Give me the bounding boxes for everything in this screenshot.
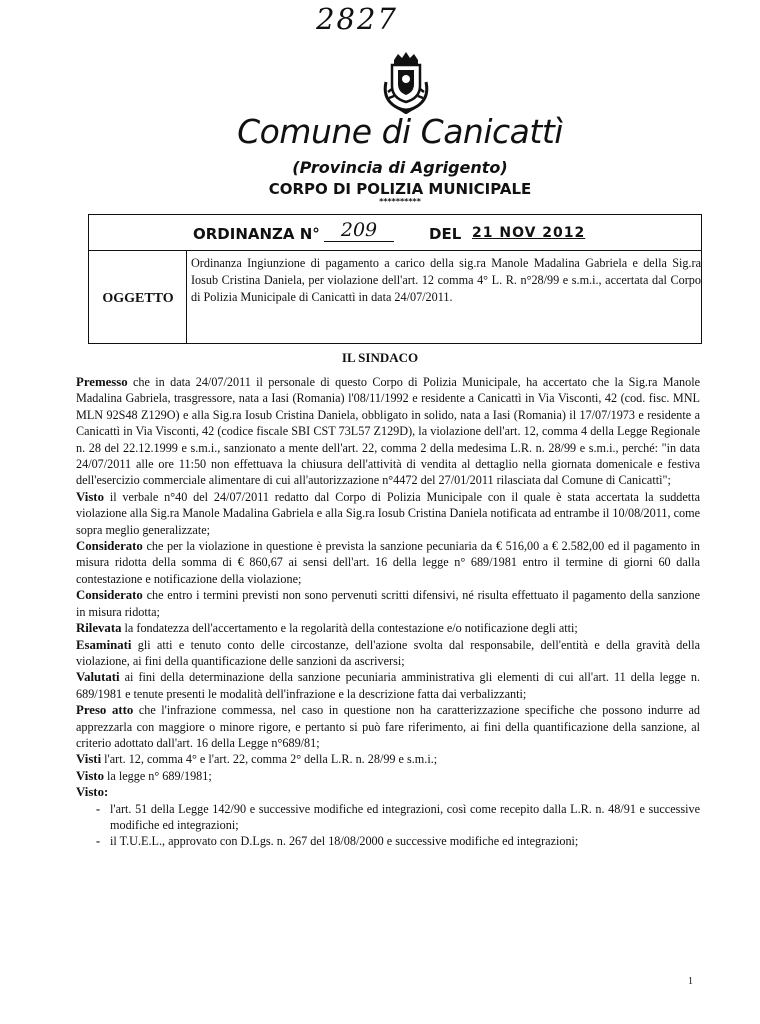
paragraph-lead: Visto: <box>76 785 109 800</box>
subject-label: OGGETTO <box>102 291 174 306</box>
ordinance-header-row <box>89 215 701 251</box>
paragraph-premesso <box>76 374 700 489</box>
paragraph-visto-list-intro <box>76 784 700 800</box>
paragraph-text: che per la violazione in questione è prevista la sanzione pecuniaria da € 516,00 a € 2.582,00 ed il pagamento in misura ridotta della somma di € 860,67 ai sensi dell'art. 16 della legge n° 689/1981 entro il termine di giorni 60 dalla contestazione e notificazione della violazione; <box>76 539 700 586</box>
paragraph-considerato-1 <box>76 538 700 587</box>
subject-text: Ordinanza Ingiunzione di pagamento a carico della sig.ra Manole Madalina Gabriela e della Sig.ra Iosub Cristina Daniela, per violazione dell'art. 12 comma 4° L. R. n°28/99 e s.m.i., accertata dal Corpo di Polizia Municipale di Canicattì in data 24/07/2011. <box>191 256 701 304</box>
ordinance-number: 209 <box>324 219 394 242</box>
paragraph-visto-verbale <box>76 489 700 538</box>
ordinance-date-stamp: 21 NOV 2012 <box>472 225 586 241</box>
paragraph-text: la legge n° 689/1981; <box>103 768 212 783</box>
paragraph-valutati <box>76 669 700 702</box>
paragraph-lead: Visti <box>76 752 102 767</box>
document-body <box>76 374 700 850</box>
paragraph-preso-atto <box>76 702 700 751</box>
paragraph-lead: Rilevata <box>76 621 122 636</box>
paragraph-lead: Esaminati <box>76 637 132 652</box>
paragraph-lead: Considerato <box>76 539 143 554</box>
municipal-crest-icon <box>380 52 432 114</box>
department-name: CORPO DI POLIZIA MUNICIPALE <box>268 180 532 198</box>
paragraph-text: il verbale n°40 del 24/07/2011 redatto dal Corpo di Polizia Municipale con il quale è stata accertata la suddetta violazione alla Sig.ra Manole Madalina Gabriela e alla Sig.ra Iosub Cristina Daniela notificata ad entrambe il 10/08/2011, come sopra meglio generalizzate; <box>76 489 700 537</box>
page-number: 1 <box>688 976 693 987</box>
paragraph-lead: Valutati <box>76 670 120 685</box>
paragraph-text: la fondatezza dell'accertamento e la regolarità della contestazione e/o notificazione degli atti; <box>121 621 578 636</box>
paragraph-visti <box>76 751 700 767</box>
legal-references-list <box>76 801 700 850</box>
stars-divider: ********** <box>379 197 421 206</box>
paragraph-lead: Visto <box>76 768 104 783</box>
municipality-title: Comune di Canicattì <box>237 112 563 151</box>
paragraph-rilevata <box>76 620 700 636</box>
paragraph-text: l'art. 12, comma 4° e l'art. 22, comma 2° della L.R. n. 28/99 e s.m.i.; <box>101 752 438 767</box>
paragraph-lead: Preso atto <box>76 703 134 718</box>
paragraph-text: che l'infrazione commessa, nel caso in questione non ha caratterizzazione specifiche che possono indurre ad apprezzarla con maggiore o minore rigore, e pertanto si può fare riferimento, ai fini della quantificazione della sanzione, al criterio adottato dall'art. 16 della Legge n°689/81; <box>76 703 700 750</box>
list-item: - il T.U.E.L., approvato con D.Lgs. n. 267 del 18/08/2000 e successive modifiche ed integrazioni; <box>96 833 700 849</box>
paragraph-text: gli atti e tenuto conto delle circostanze, dell'azione svolta dal responsabile, dell'entità e della gravità della violazione, ai fini della quantificazione delle sanzioni da ascriversi; <box>76 637 700 668</box>
paragraph-lead: Considerato <box>76 588 143 603</box>
paragraph-text: ai fini della determinazione della sanzione pecuniaria amministrativa gli elementi di cui all'art. 11 della legge n. 689/1981 e tenute presenti le modalità dell'infrazione e la descrizione fatta dai verbalizzanti; <box>76 670 700 701</box>
paragraph-lead: Visto <box>76 489 104 504</box>
paragraph-visto-legge <box>76 768 700 784</box>
paragraph-considerato-2 <box>76 587 700 620</box>
mayor-heading: IL SINDACO <box>341 350 419 365</box>
paragraph-esaminati <box>76 637 700 670</box>
ordinance-del-label: DEL <box>429 225 462 243</box>
ordinance-label: ORDINANZA N° <box>193 225 320 243</box>
handwritten-protocol-number: 2827 <box>316 2 398 36</box>
paragraph-text: che entro i termini previsti non sono pervenuti scritti difensivi, né risulta effettuato il pagamento della sanzione in misura ridotta; <box>76 588 700 619</box>
province-subtitle: (Provincia di Agrigento) <box>292 158 508 177</box>
paragraph-lead: Premesso <box>76 375 128 389</box>
paragraph-text: che in data 24/07/2011 il personale di questo Corpo di Polizia Municipale, ha accertato che la Sig.ra Manole Madalina Gabriela, trasgressore, nata a Iasi (Romania) l'08/11/1992 e residente a Canicattì in Via Visconti, 42 (cod. fisc. MNL MLN 92S48 Z129O) e alla Sig.ra Iosub Cristina Daniela, obbligato in solido, nata a Iasi (Romania) il 17/07/1973 e residente a Canicattì in Via Visconti, 42 (codice fiscale SBI CST 73L57 Z129D), la violazione dell'art. 12, comma 4 della Legge Regionale n. 28 del 22.12.1999 e s.m.i., sanzionato a mente dell'art. 22, comma 2 della medesima L.R. n. 28/99 e s.m.i., perché: "in data 24/07/2011 alle ore 11:50 non effettuava la chiusura dell'attività di vendita al dettaglio nella giornata domenicale e festiva dell'esercizio commerciale alimentare di cui all'autorizzazione n°4472 del 27/01/2011 rilasciata dal Comune di Canicattì"; <box>76 375 700 488</box>
ordinance-box <box>88 214 702 344</box>
list-item: - l'art. 51 della Legge 142/90 e successive modifiche ed integrazioni, così come recepito dalla L.R. n. 48/91 e successive modifiche ed integrazioni; <box>96 801 700 834</box>
